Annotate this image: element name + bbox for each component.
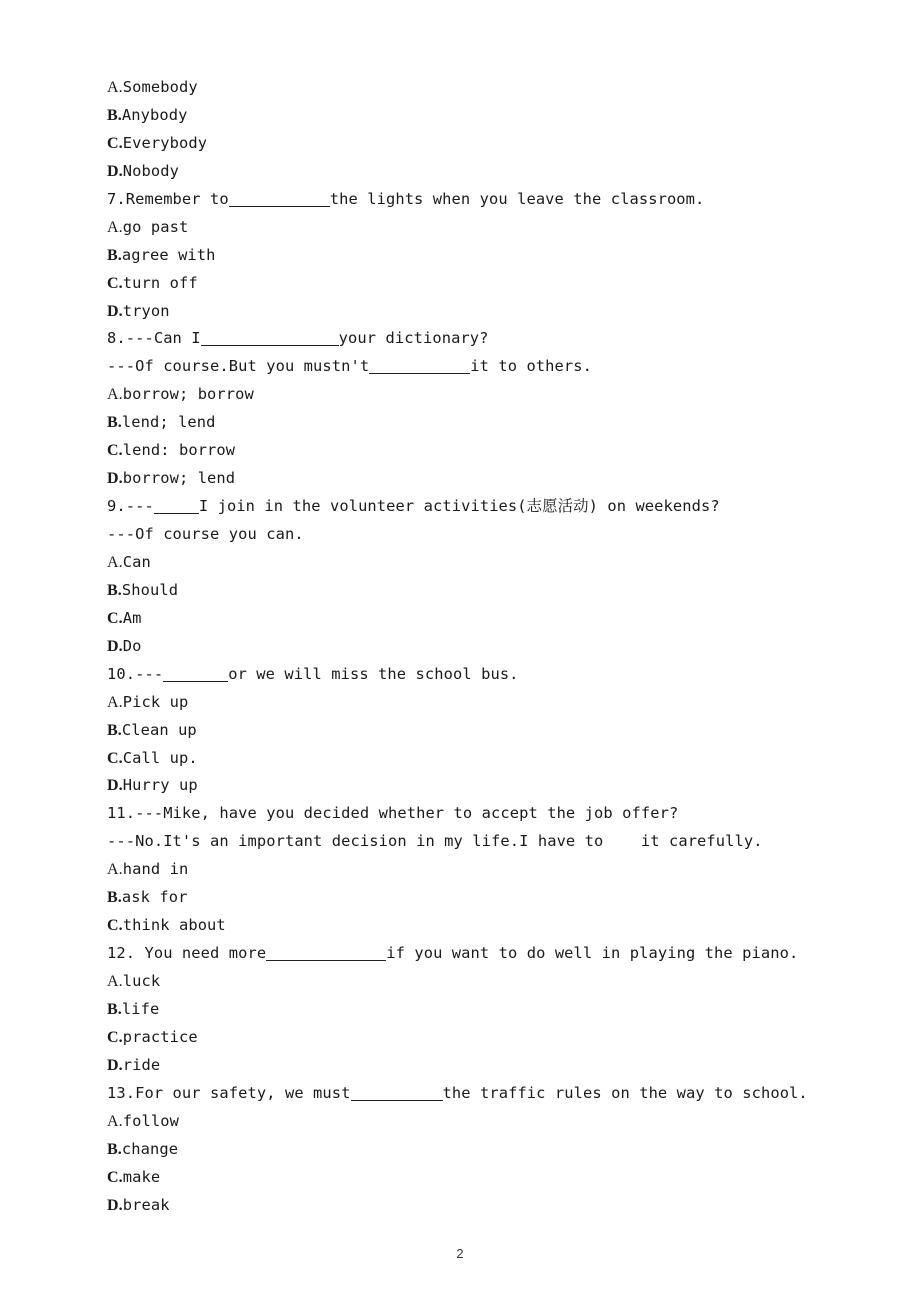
option-d [107,158,827,186]
option-text: borrow; borrow [122,385,254,404]
option-d [107,298,827,326]
option-b [107,717,827,745]
option-text: lend; lend [121,413,216,432]
option-d [107,1192,827,1220]
option-c [107,745,827,773]
question-8-reply [107,353,827,381]
option-a [107,689,827,717]
option-label: C. [107,917,123,935]
option-text: Nobody [122,161,179,180]
option-label: B. [107,106,122,124]
option-text: Hurry up [122,776,198,795]
option-label: C. [107,134,123,152]
question-12 [107,940,827,968]
option-label: A. [107,861,123,879]
question-text: 10.--- [107,664,164,683]
option-a [107,968,827,996]
answer-blank [201,328,339,346]
option-label: A. [107,553,123,571]
option-text: Am [122,608,142,627]
option-c [107,270,827,298]
option-text: lend: borrow [122,441,236,460]
option-label: A. [107,1112,123,1130]
option-d [107,1052,827,1080]
answer-blank [369,356,470,374]
option-label: A. [107,79,123,96]
option-text: Pick up [122,692,189,711]
question-text: 8.---Can I [107,329,201,348]
option-c [107,912,827,940]
option-b [107,409,827,437]
option-text: Clean up [121,720,197,739]
option-a [107,214,827,242]
option-a [107,381,827,409]
option-text: practice [122,1027,198,1046]
question-13 [107,1080,827,1108]
option-a [107,1108,827,1136]
option-label: D. [107,1056,123,1074]
question-10 [107,661,827,689]
option-label: D. [107,470,123,488]
option-text: break [122,1195,170,1214]
option-text: go past [122,217,189,236]
option-label: C. [107,749,123,767]
option-text: Do [122,636,142,655]
option-b [107,996,827,1024]
question-9 [107,493,827,521]
option-label: D. [107,637,123,655]
option-label: B. [107,414,122,432]
option-text: tryon [122,301,170,320]
page-number: 2 [456,1246,464,1261]
option-text: make [122,1167,161,1186]
option-text: Can [122,552,151,571]
option-b [107,242,827,270]
question-text: the traffic rules on the way to school. [442,1083,808,1102]
option-label: D. [107,777,123,795]
option-label: A. [107,693,123,711]
option-label: B. [107,1140,122,1158]
option-b [107,1136,827,1164]
option-label: D. [107,162,123,180]
option-label: B. [107,721,122,739]
option-b [107,884,827,912]
document-page [107,74,827,1219]
question-text: 7.Remember to [107,189,229,208]
question-text: it to others. [470,357,593,376]
answer-blank [351,1083,443,1101]
option-label: C. [107,1028,123,1046]
option-label: D. [107,302,123,320]
option-c [107,605,827,633]
option-label: A. [107,218,123,236]
option-a [107,74,827,102]
option-label: B. [107,1000,122,1018]
question-text: if you want to do well in playing the piano. [386,944,799,963]
option-text: Anybody [121,105,188,124]
option-label: C. [107,442,123,460]
option-text: Should [121,580,179,599]
question-text: 13.For our safety, we must [107,1083,351,1102]
option-c [107,437,827,465]
option-d [107,633,827,661]
option-text: ride [122,1055,161,1074]
question-text: I join in the volunteer activities(志愿活动) on weekends? [198,497,720,516]
answer-blank [229,189,330,207]
option-text: turn off [122,273,198,292]
option-text: agree with [121,245,216,264]
option-b [107,577,827,605]
option-label: D. [107,1196,123,1214]
option-text: hand in [122,860,189,879]
question-text: or we will miss the school bus. [228,664,519,683]
option-label: A. [107,386,123,404]
option-text: ask for [121,888,188,907]
answer-blank [154,496,199,514]
option-text: change [121,1139,179,1158]
option-label: B. [107,889,122,907]
question-text: the lights when you leave the classroom. [329,189,705,208]
option-label: A. [107,973,123,990]
question-text: 11.---Mike, have you decided whether to accept the job offer? [107,804,679,823]
option-d [107,772,827,800]
option-text: follow [122,1111,179,1130]
question-text: your dictionary? [338,329,489,348]
option-a [107,856,827,884]
question-9-reply [107,521,827,549]
option-text: luck [122,972,161,990]
answer-blank [163,664,228,682]
question-7 [107,186,827,214]
option-b [107,102,827,130]
option-label: C. [107,274,123,292]
question-8 [107,325,827,353]
question-text: 12. You need more [107,944,267,963]
option-label: B. [107,246,122,264]
option-c [107,130,827,158]
option-text: think about [122,916,226,935]
option-text: Somebody [122,78,198,96]
option-text: borrow; lend [122,469,236,488]
option-c [107,1024,827,1052]
option-c [107,1164,827,1192]
question-text: ---Of course.But you mustn't [107,357,370,376]
question-11-reply [107,828,827,856]
option-d [107,465,827,493]
question-text: ---No.It's an important decision in my life.I have to it carefully. [107,832,763,851]
option-text: Call up. [122,748,198,767]
answer-blank [266,943,386,961]
question-text: 9.--- [107,497,154,516]
option-label: C. [107,609,123,627]
option-label: B. [107,581,122,599]
question-text: ---Of course you can. [107,525,304,543]
option-text: life [121,999,160,1018]
option-text: Everybody [122,133,208,152]
option-a [107,549,827,577]
option-label: C. [107,1168,123,1186]
question-11 [107,800,827,828]
